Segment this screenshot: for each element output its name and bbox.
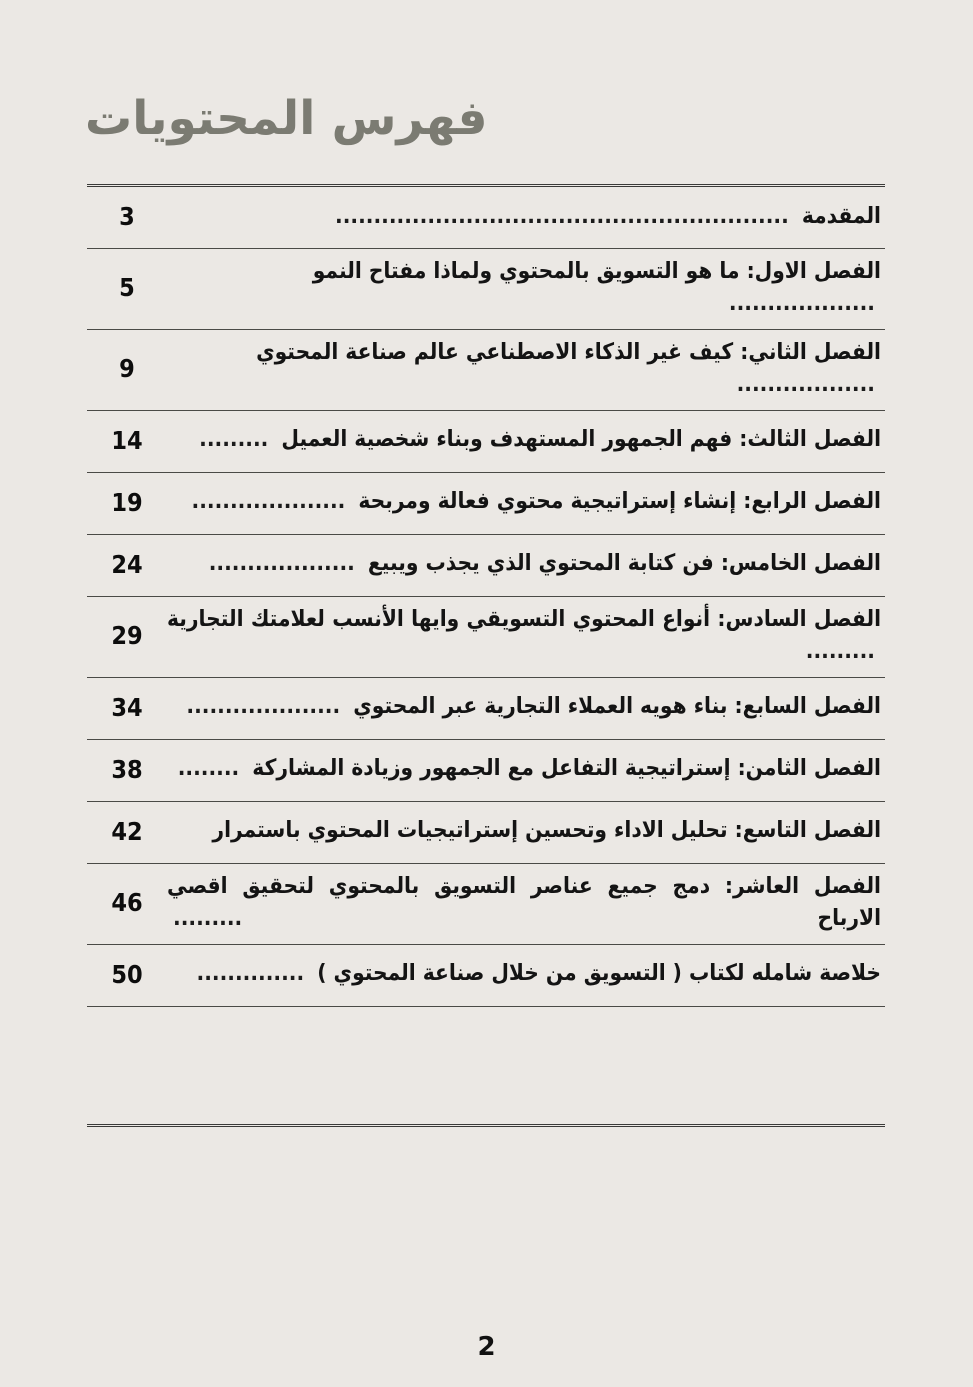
table-of-contents bbox=[87, 184, 885, 1127]
toc-entry-label: الفصل السابع: بناء هويه العملاء التجارية عبر المحتوي .................... bbox=[186, 693, 881, 720]
toc-entry-page: 29 bbox=[111, 621, 143, 651]
toc-entry-page: 38 bbox=[111, 754, 143, 784]
table-row[interactable] bbox=[87, 597, 885, 678]
toc-entry-page: 24 bbox=[111, 549, 143, 579]
table-row[interactable] bbox=[87, 945, 885, 1007]
dot-leader: .................... bbox=[191, 488, 346, 515]
page-title: فهرس المحتويات bbox=[85, 91, 488, 146]
table-row[interactable] bbox=[87, 864, 885, 945]
dot-leader: ......... bbox=[805, 637, 875, 664]
toc-entry-page: 50 bbox=[111, 959, 143, 989]
dot-leader: .................. bbox=[736, 370, 875, 397]
toc-entry-page: 9 bbox=[119, 354, 135, 384]
toc-entry-label: الفصل السادس: أنواع المحتوي التسويقي وايها الأنسب لعلامتك التجارية ......... bbox=[167, 605, 881, 664]
toc-entry-label: المقدمة ........................................................... bbox=[335, 202, 881, 229]
page-number: 2 bbox=[477, 1332, 496, 1362]
toc-entry-page: 3 bbox=[119, 202, 135, 231]
toc-entry-page: 5 bbox=[119, 273, 135, 303]
table-row[interactable] bbox=[87, 187, 885, 249]
toc-entry-label: الفصل الثالث: فهم الجمهور المستهدف وبناء شخصية العميل ......... bbox=[199, 426, 881, 453]
toc-entry-label: الفصل التاسع: تحليل الاداء وتحسين إستراتيجيات المحتوي باستمرار bbox=[212, 817, 881, 844]
dot-leader: ......... bbox=[173, 904, 243, 931]
table-row[interactable] bbox=[87, 330, 885, 411]
toc-entry-label: الفصل الاول: ما هو التسويق بالمحتوي ولماذا مفتاح النمو ................... bbox=[312, 258, 881, 316]
dot-leader: ........................................................... bbox=[335, 202, 789, 229]
table-row[interactable] bbox=[87, 678, 885, 740]
dot-leader: ........ bbox=[177, 755, 240, 782]
table-row[interactable] bbox=[87, 535, 885, 597]
toc-entry-label: الفصل الثامن: إستراتيجية التفاعل مع الجمهور وزيادة المشاركة ........ bbox=[177, 755, 881, 782]
toc-entry-page: 14 bbox=[111, 425, 143, 455]
dot-leader: .............. bbox=[196, 960, 305, 987]
table-row[interactable] bbox=[87, 740, 885, 802]
toc-entry-label: الفصل الرابع: إنشاء إستراتيجية محتوي فعالة ومربحة .................... bbox=[191, 488, 881, 515]
toc-entry-label: الفصل العاشر: دمج جميع عناصر التسويق بالمحتوي لتحقيق اقصي الارباح ......... bbox=[167, 872, 881, 931]
toc-entry-page: 42 bbox=[111, 816, 143, 846]
table-row-spacer bbox=[87, 1007, 885, 1127]
toc-entry-page: 19 bbox=[111, 487, 143, 517]
toc-entry-page: 46 bbox=[111, 888, 143, 918]
toc-entry-page: 34 bbox=[111, 692, 143, 722]
table-row[interactable] bbox=[87, 473, 885, 535]
dot-leader: ......... bbox=[199, 426, 269, 453]
table-row[interactable] bbox=[87, 249, 885, 330]
toc-entry-label: الفصل الثاني: كيف غير الذكاء الاصطناعي عالم صناعة المحتوي .................. bbox=[256, 338, 881, 397]
dot-leader: ................... bbox=[728, 289, 875, 316]
table-row[interactable] bbox=[87, 802, 885, 864]
dot-leader: ................... bbox=[208, 550, 355, 577]
toc-entry-label: خلاصة شامله لكتاب ( التسويق من خلال صناعة المحتوي ) .............. bbox=[196, 960, 881, 987]
toc-entry-label: الفصل الخامس: فن كتابة المحتوي الذي يجذب ويبيع ................... bbox=[208, 550, 881, 577]
table-row[interactable] bbox=[87, 411, 885, 473]
dot-leader: .................... bbox=[186, 693, 341, 720]
